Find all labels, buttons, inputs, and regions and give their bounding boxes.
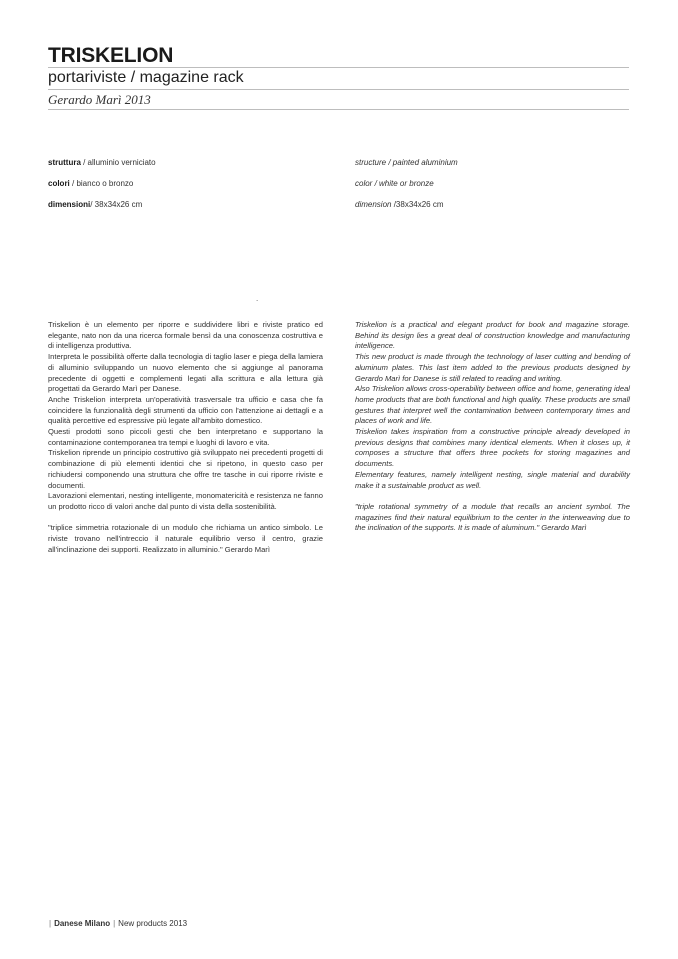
paragraph: This new product is made through the technology of laser cutting and bending of aluminum plates. This last item added to the previous products designed by Gerardo Marì for Danese is still related to reading and writing. xyxy=(355,352,630,383)
spec-label: colori xyxy=(48,179,70,188)
paragraph: Triskelion is a practical and elegant product for book and magazine storage. Behind its design lies a great deal of construction knowledge and manufacturing intelligence. xyxy=(355,320,630,351)
spec-label: dimensioni xyxy=(48,200,91,209)
divider-dot: . xyxy=(256,294,259,303)
body-text-it xyxy=(48,320,323,555)
page-title: TRISKELION xyxy=(48,44,174,67)
spec-value: /38x34x26 cm xyxy=(391,200,444,209)
paragraph: Questi prodotti sono piccoli gesti che ben interpretano e supportano la contaminazione contemporanea tra tempi e luoghi di lavoro e vita. xyxy=(48,427,323,447)
paragraph: Elementary features, namely intelligent nesting, single material and durability make it a sustainable product as well. xyxy=(355,469,630,490)
spec-value: / 38x34x26 cm xyxy=(90,200,143,209)
spec-value: / alluminio verniciato xyxy=(80,158,156,167)
paragraph: Lavorazioni elementari, nesting intelligente, monomatericità e resistenza ne fanno un prodotto ricco di valori anche dal punto di vista della sostenibilità. xyxy=(48,491,323,511)
designer-quote: "triplice simmetria rotazionale di un modulo che richiama un antico simbolo. Le riviste trovano nell'intreccio il naturale equilibrio verso il centro, grazie all'inclinazione dei supporti. Realizzato in alluminio." Gerardo Marì xyxy=(48,523,323,554)
spec-label: struttura xyxy=(48,158,81,167)
spec-structure-it xyxy=(48,158,156,167)
title-divider xyxy=(48,67,629,68)
footer-brand: Danese Milano xyxy=(54,919,111,928)
paragraph: Triskelion takes inspiration from a constructive principle already developed in previous designs that combines many identical elements. When it closes up, it composes a structure that offers three pockets for storing magazines and documents. xyxy=(355,427,630,469)
paragraph: Also Triskelion allows cross-operability between office and home, generating ideal home products that are both functional and high quality. These products are small gestures that interpret well the contamination between contemporary times and places of work and life. xyxy=(355,384,630,426)
author-divider xyxy=(48,109,629,110)
spec-dimensions-it xyxy=(48,200,142,209)
footer-separator: | xyxy=(113,919,116,928)
spec-label: dimension xyxy=(355,200,392,209)
spec-colors-it xyxy=(48,179,133,188)
paragraph: Interpreta le possibilità offerte dalla tecnologia di taglio laser e piega della lamiera di alluminio sviluppando un nuovo elemento che si aggiunge al panorama precedente di oggetti e complementi legati alla scrittura e alla lettura già progettati da Gerardo Marì per Danese. xyxy=(48,352,323,394)
paragraph: Triskelion è un elemento per riporre e suddividere libri e riviste pratico ed elegante, nato non da una ricerca formale bensì da una conoscenza costruttiva e di intelligenza produttiva. xyxy=(48,320,323,351)
spec-value: / bianco o bronzo xyxy=(69,179,134,188)
page-subtitle: portariviste / magazine rack xyxy=(48,69,244,86)
paragraph: Anche Triskelion interpreta un'operatività trasversale tra ufficio e casa che fa coincidere la funzionalità degli strumenti da ufficio con l'attenzione ai dettagli e a qualità percettive ed espressive più legate all'ambito domestico. xyxy=(48,394,323,426)
footer-separator: | xyxy=(49,919,52,928)
spec-color-en: color / white or bronze xyxy=(355,179,434,188)
spec-structure-en: structure / painted aluminium xyxy=(355,158,458,167)
page-footer xyxy=(46,919,187,928)
designer-quote: "triple rotational symmetry of a module that recalls an ancient symbol. The magazines find their natural equilibrium to the center in the interweaving due to the inclination of the supports. It is made of aluminum." Gerardo Marì xyxy=(355,501,630,533)
designer-credit: Gerardo Marì 2013 xyxy=(48,92,151,107)
spec-dimension-en xyxy=(355,200,444,209)
paragraph: Triskelion riprende un principio costruttivo già sviluppato nei precedenti progetti di combinazione di più elementi identici che si ripetono, in questo caso per richiudersi componendo una struttura che offre tre tasche in cui riporre riviste e documenti. xyxy=(48,448,323,490)
subtitle-divider xyxy=(48,89,629,90)
footer-text: New products 2013 xyxy=(118,919,188,928)
body-text-en xyxy=(355,320,630,534)
